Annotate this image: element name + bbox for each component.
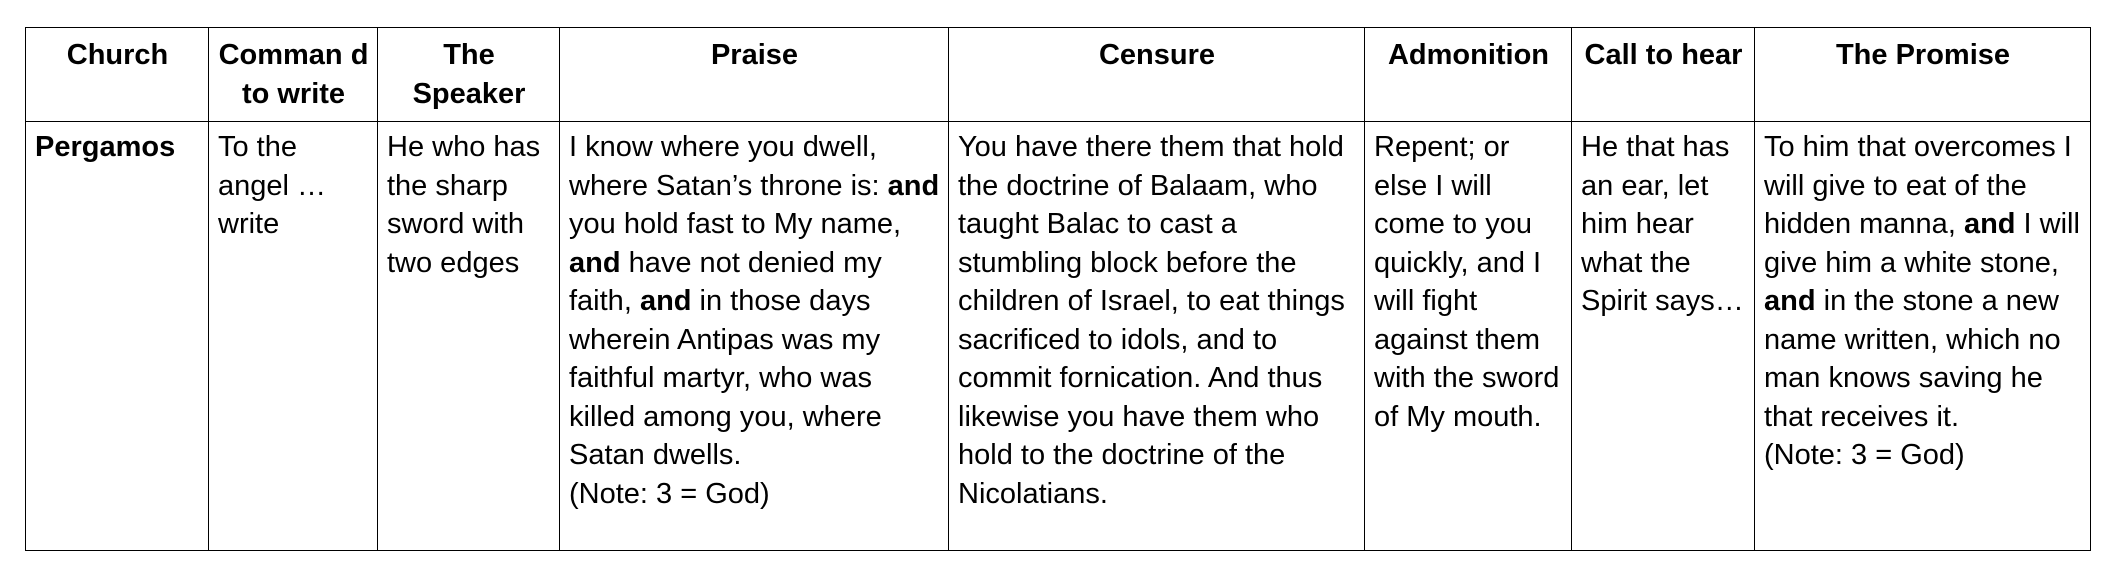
cell-praise (560, 122, 949, 551)
header-command: Comman d to write (209, 28, 378, 122)
cell-church: Pergamos (26, 122, 209, 551)
promise-and-1: and (1963, 208, 2016, 240)
promise-text: in the stone a new name written, which no man knows saving he that receives it. (1764, 285, 2061, 433)
header-church: Church (26, 28, 209, 122)
promise-and-2: and (1764, 285, 1816, 317)
cell-command: To the angel …write (209, 122, 378, 551)
header-promise: The Promise (1755, 28, 2091, 122)
cell-censure: You have there them that hold the doctrine of Balaam, who taught Balac to cast a stumbling block before the children of Israel, to eat things sacrificed to idols, and to commit fornication. And thus likewise you have them who hold to the doctrine of the Nicolatians. (949, 122, 1365, 551)
header-praise: Praise (560, 28, 949, 122)
praise-text: I know where you dwell, where Satan’s throne is: (569, 131, 888, 202)
cell-promise (1755, 122, 2091, 551)
praise-and-1: and (887, 169, 940, 202)
praise-and-3: and (639, 285, 692, 317)
header-admonition: Admonition (1365, 28, 1572, 122)
table-row (26, 122, 2091, 551)
promise-text: I will give him a white stone, (1764, 208, 2080, 279)
header-call: Call to hear (1572, 28, 1755, 122)
header-row (26, 28, 2091, 122)
praise-and-2: and (569, 246, 621, 279)
promise-text: To him that overcomes I will give to eat of the hidden manna, (1764, 131, 2072, 240)
praise-note: (Note: 3 = God) (569, 477, 770, 510)
cell-call: He that has an ear, let him hear what the Spirit says… (1572, 122, 1755, 551)
praise-text: you hold fast to My name, (569, 208, 902, 240)
praise-text: have not denied my faith, (569, 246, 882, 317)
praise-text: in those days wherein Antipas was my faithful martyr, who was killed among you, where Satan dwells. (569, 285, 882, 471)
header-censure: Censure (949, 28, 1365, 122)
promise-note: (Note: 3 = God) (1764, 439, 1965, 471)
header-speaker: The Speaker (378, 28, 560, 122)
churches-table (25, 27, 2091, 551)
cell-admonition: Repent; or else I will come to you quickly, and I will fight against them with the sword of My mouth. (1365, 122, 1572, 551)
cell-speaker: He who has the sharp sword with two edges (378, 122, 560, 551)
